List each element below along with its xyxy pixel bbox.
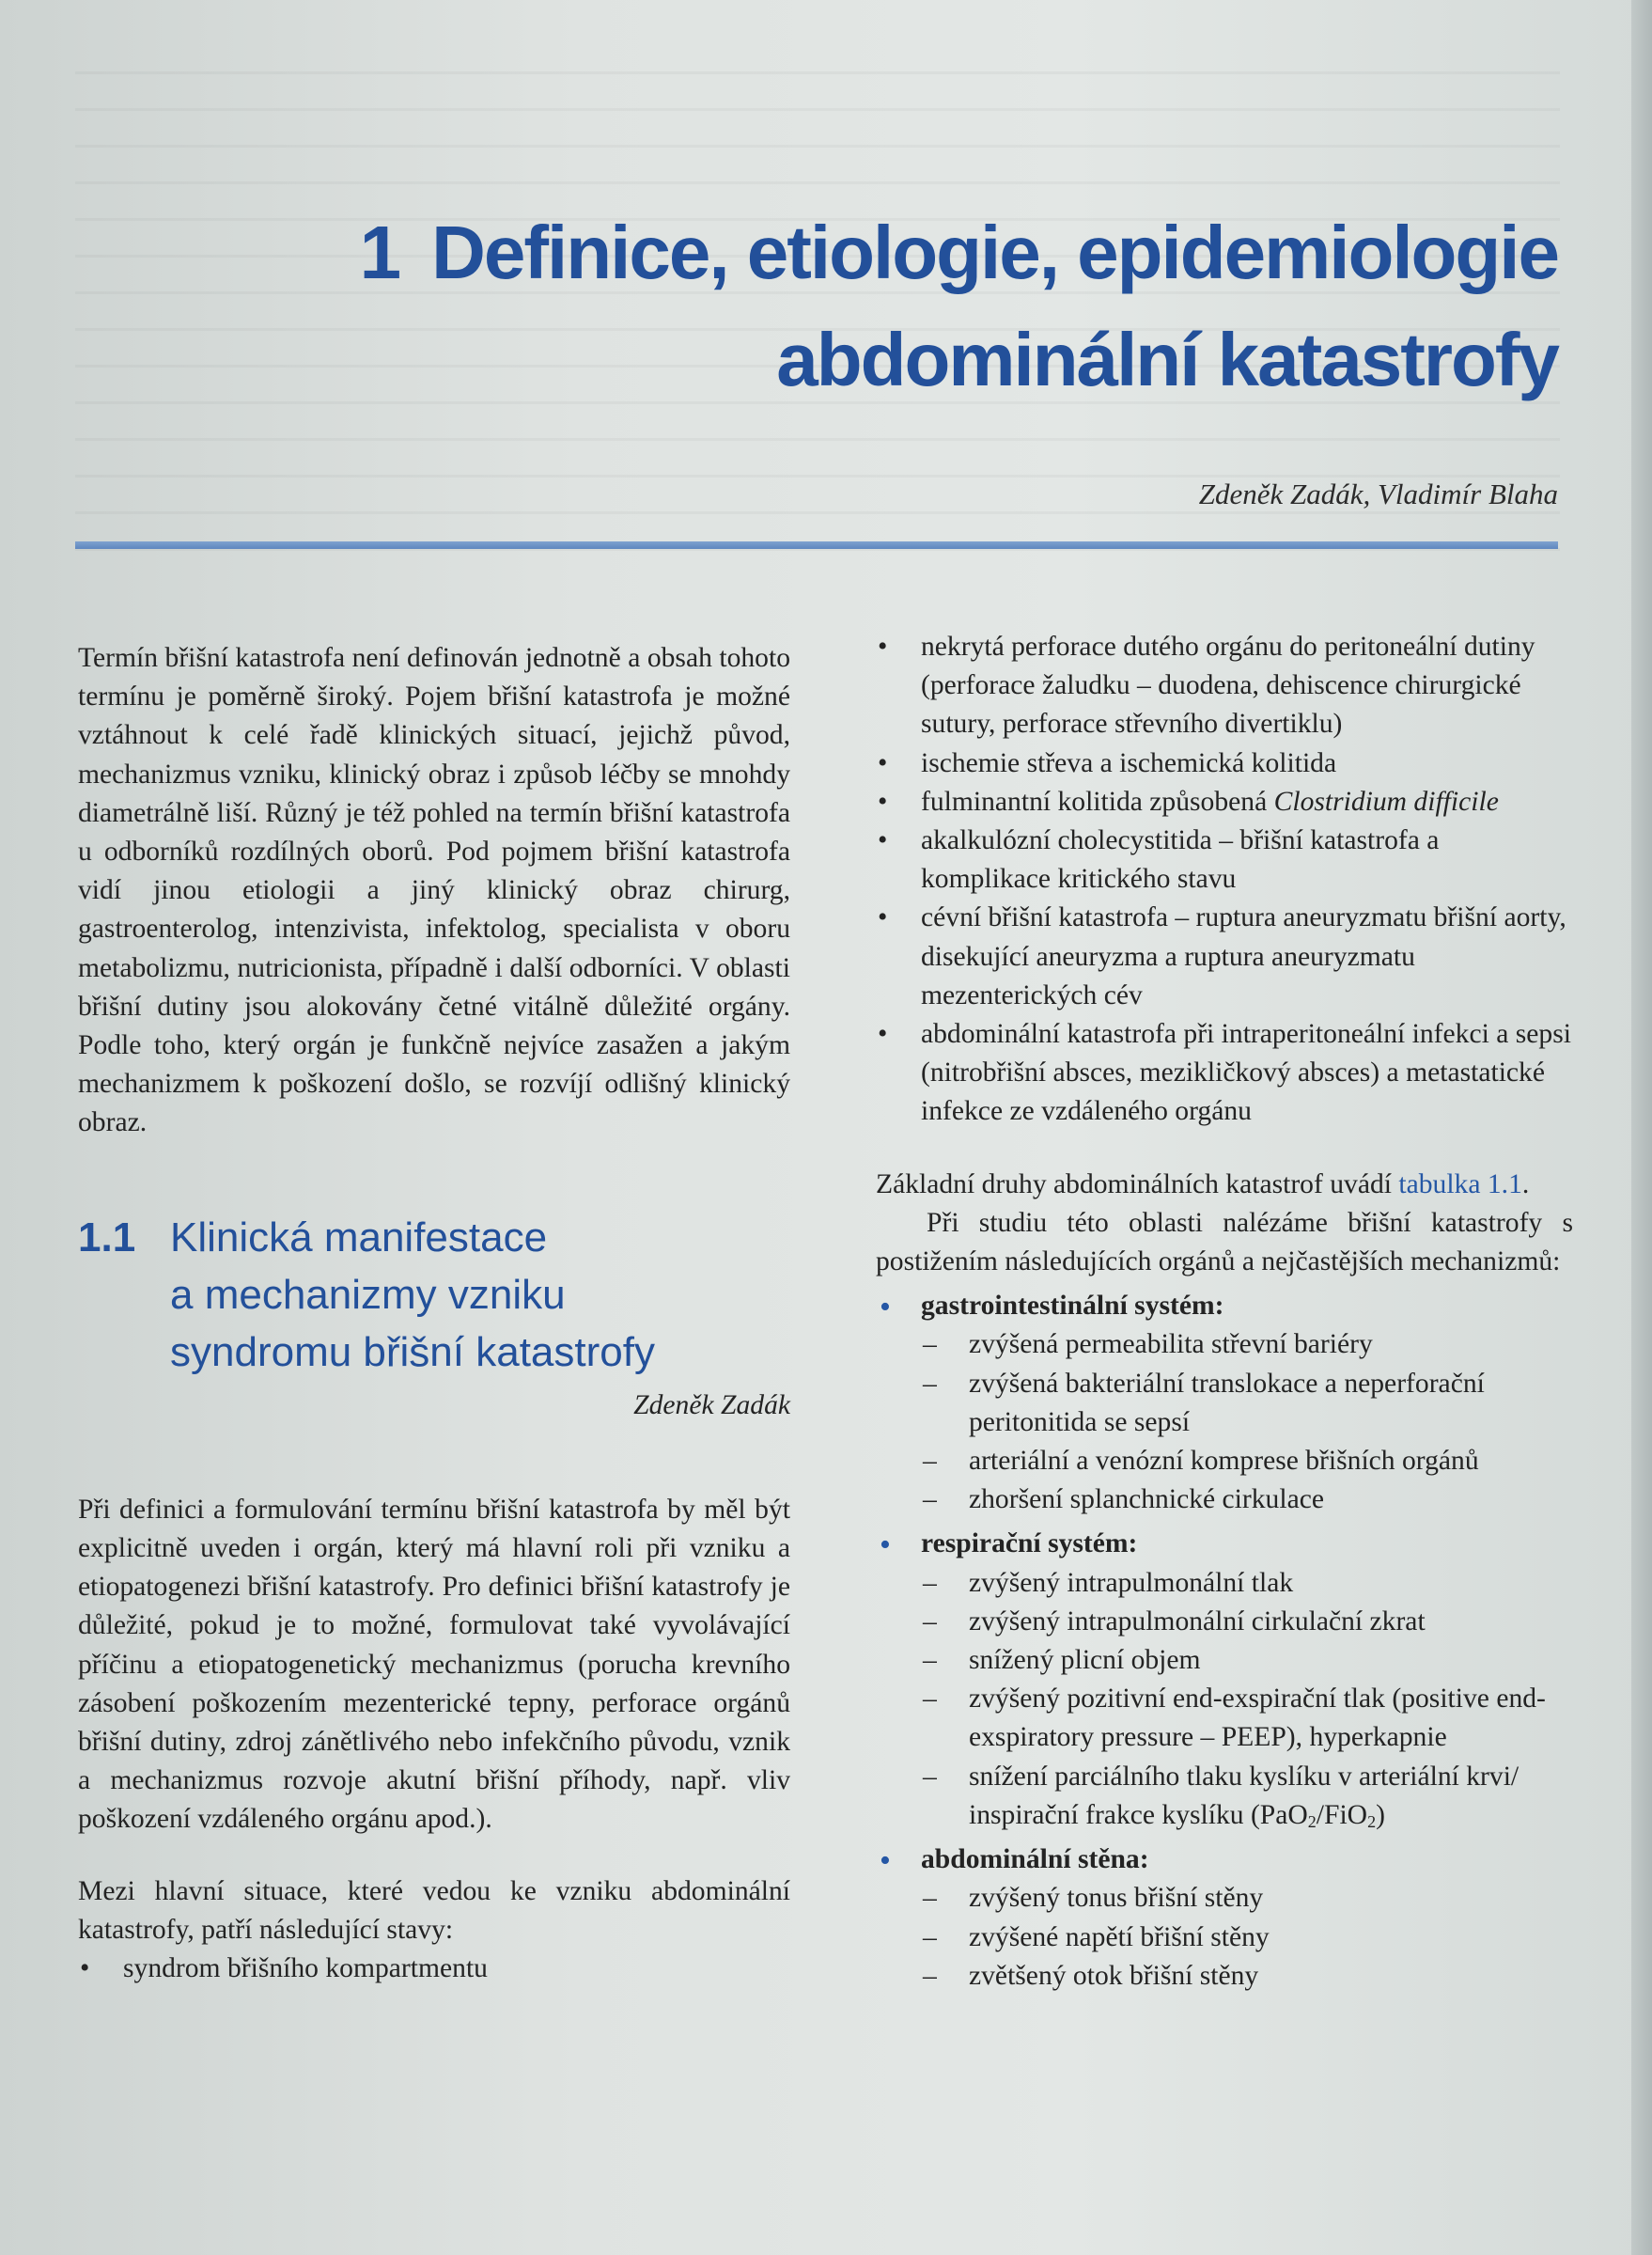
table-reference-end: .	[1521, 1168, 1530, 1199]
pathogen-name: Clostridium difficile	[1273, 786, 1499, 817]
mechanism-list	[921, 1879, 1573, 1996]
chapter-title-line1: Definice, etiologie, epidemiologie	[431, 211, 1558, 294]
page-edge	[1631, 0, 1652, 2255]
list-item: • akalkulózní cholecystitida – břišní katastrofa a komplikace kritického stavu	[876, 822, 1573, 899]
mechanism-item: – zvýšený pozitivní end-exspirační tlak (positive end-exspiratory pressure – PEEP), hyperkapnie	[876, 1680, 1573, 1757]
list-item: • ischemie střeva a ischemická kolitida	[876, 744, 1573, 783]
situations-paragraph: Mezi hlavní situace, které vedou ke vzniku abdominální katastrofy, patří následující stavy:	[78, 1875, 790, 1945]
list-item: • cévní břišní katastrofa – ruptura aneuryzmatu břišní aorty, disekující aneuryzma a ruptura aneuryzmatu mezenterických cév	[876, 899, 1573, 1015]
bullet-icon: •	[880, 1527, 891, 1563]
mechanism-item: – zvýšené napětí břišní stěny	[876, 1918, 1573, 1957]
list-item: • syndrom břišního kompartmentu	[78, 1950, 790, 1988]
organ-item-gastrointestinal	[876, 1287, 1573, 1519]
mechanism-item: – zhoršení splanchnické cirkulace	[876, 1480, 1573, 1519]
situations-list-start	[78, 1950, 790, 1988]
table-link[interactable]: tabulka 1.1	[1398, 1168, 1522, 1199]
oxygen-text-end: )	[1376, 1799, 1385, 1830]
section-title-line2: a mechanizmy vzniku	[170, 1271, 566, 1318]
intro-paragraph: Termín břišní katastrofa není definován jednotně a obsah tohoto termínu je poměrně široký. Pojem břišní katastrofa je možné vztáhnout k celé řadě klinických situací, jejichž původ, mechanizmus vzniku, klinický obraz i způsob léčby se mnohdy diametrálně liší. Různý je též pohled na termín břišní katastrofa u odborníků rozdílných oborů. Pod pojmem břišní katastrofa vidí jinou etiologii a jiný klinický obraz chirurg, gastroenterolog, intenzivista, infektolog, specialista v oboru metabolizmu, nutricionista, případně i další odborníci. V oblasti břišní dutiny jsou alokovány četné vitálně důležité orgány. Podle toho, který orgán je funkčně nejvíce zasažen a jakým mechanizmem k poškození došlo, se rozvíjí odlišný klinický obraz.	[78, 643, 790, 1138]
mechanism-item: – snížený plicní objem	[876, 1641, 1573, 1680]
subscript: 2	[1307, 1811, 1317, 1831]
oxygen-text: snížení parciálního tlaku kyslíku v arteriální krvi/ inspirační frakce kyslíku (PaO	[969, 1761, 1520, 1830]
mechanism-item: – zvýšený intrapulmonální cirkulační zkrat	[876, 1603, 1573, 1641]
subscript: 2	[1367, 1811, 1377, 1831]
mechanism-item: – zvýšený tonus břišní stěny	[876, 1879, 1573, 1918]
organ-category-title: abdominální stěna:	[921, 1844, 1149, 1875]
chapter-title-line2: abdominální katastrofy	[776, 318, 1558, 401]
mechanism-item: – zvětšený otok břišní stěny	[876, 1957, 1573, 1996]
mechanism-list	[921, 1325, 1573, 1519]
table-reference-text: Základní druhy abdominálních katastrof uvádí	[876, 1168, 1399, 1199]
mechanism-item: – zvýšená permeabilita střevní bariéry	[876, 1325, 1573, 1364]
organ-list	[876, 1287, 1573, 1996]
list-item	[876, 783, 1573, 822]
organ-category-title: gastrointestinální systém:	[921, 1291, 1224, 1322]
mechanism-item: – zvýšená bakteriální translokace a neperforační peritonitida se sepsí	[876, 1365, 1573, 1442]
definition-paragraph: Při definici a formulování termínu břišní katastrofa by měl být explicitně uveden i orgán, který má hlavní roli při vzniku a etiopatogenezi břišní katastrofy. Pro definici břišní katastrofy je důležité, pokud je to možné, formulovat také vyvolávající příčinu a etiopatogenetický mechanizmus (porucha krevního zásobení poškozením mezenterické tepny, perforace orgánů břišní dutiny, zdroj zánětlivého nebo infekčního původu, vznik a mechanizmus rozvoje akutní břišní příhody, např. vliv poškození vzdáleného orgánu apod.).	[78, 1494, 790, 1835]
bullet-icon: •	[880, 1843, 891, 1879]
list-item: • nekrytá perforace dutého orgánu do peritoneální dutiny (perforace žaludku – duodena, dehiscence chirurgické sutury, perforace střevního divertiklu)	[876, 628, 1573, 744]
title-rule	[75, 541, 1558, 549]
chapter-title	[148, 199, 1558, 414]
left-column	[78, 639, 790, 1988]
organ-item-abdominal-wall	[876, 1840, 1573, 1996]
right-column	[876, 628, 1573, 1996]
organs-intro-paragraph: Při studiu této oblasti nalézáme břišní katastrofy s postižením následujících orgánů a nejčastějších mechanizmů:	[876, 1207, 1573, 1277]
mechanism-item: – arteriální a venózní komprese břišních orgánů	[876, 1442, 1573, 1480]
mechanism-list	[921, 1564, 1573, 1835]
table-reference-paragraph	[876, 1166, 1573, 1204]
oxygen-text-mid: /FiO	[1316, 1799, 1368, 1830]
situations-list-continued	[876, 628, 1573, 1132]
organ-item-respiratory	[876, 1525, 1573, 1835]
mechanism-item	[876, 1758, 1573, 1835]
section-heading	[78, 1209, 790, 1381]
colitis-prefix: fulminantní kolitida způsobená	[921, 786, 1274, 817]
chapter-number: 1	[359, 211, 400, 294]
section-title-line3: syndromu břišní katastrofy	[170, 1328, 655, 1375]
mechanism-item: – zvýšený intrapulmonální tlak	[876, 1564, 1573, 1603]
section-title	[170, 1209, 790, 1381]
section-number: 1.1	[78, 1214, 136, 1261]
organ-category-title: respirační systém:	[921, 1528, 1138, 1559]
bullet-icon: •	[880, 1290, 891, 1325]
section-author: Zdeněk Zadák	[633, 1389, 790, 1420]
list-item: • abdominální katastrofa při intraperitoneální infekci a sepsi (nitrobřišní absces, mezikličkový absces) a metastatické infekce ze vzdáleného orgánu	[876, 1015, 1573, 1132]
chapter-authors: Zdeněk Zadák, Vladimír Blaha	[1198, 478, 1558, 510]
section-title-line1: Klinická manifestace	[170, 1214, 548, 1261]
